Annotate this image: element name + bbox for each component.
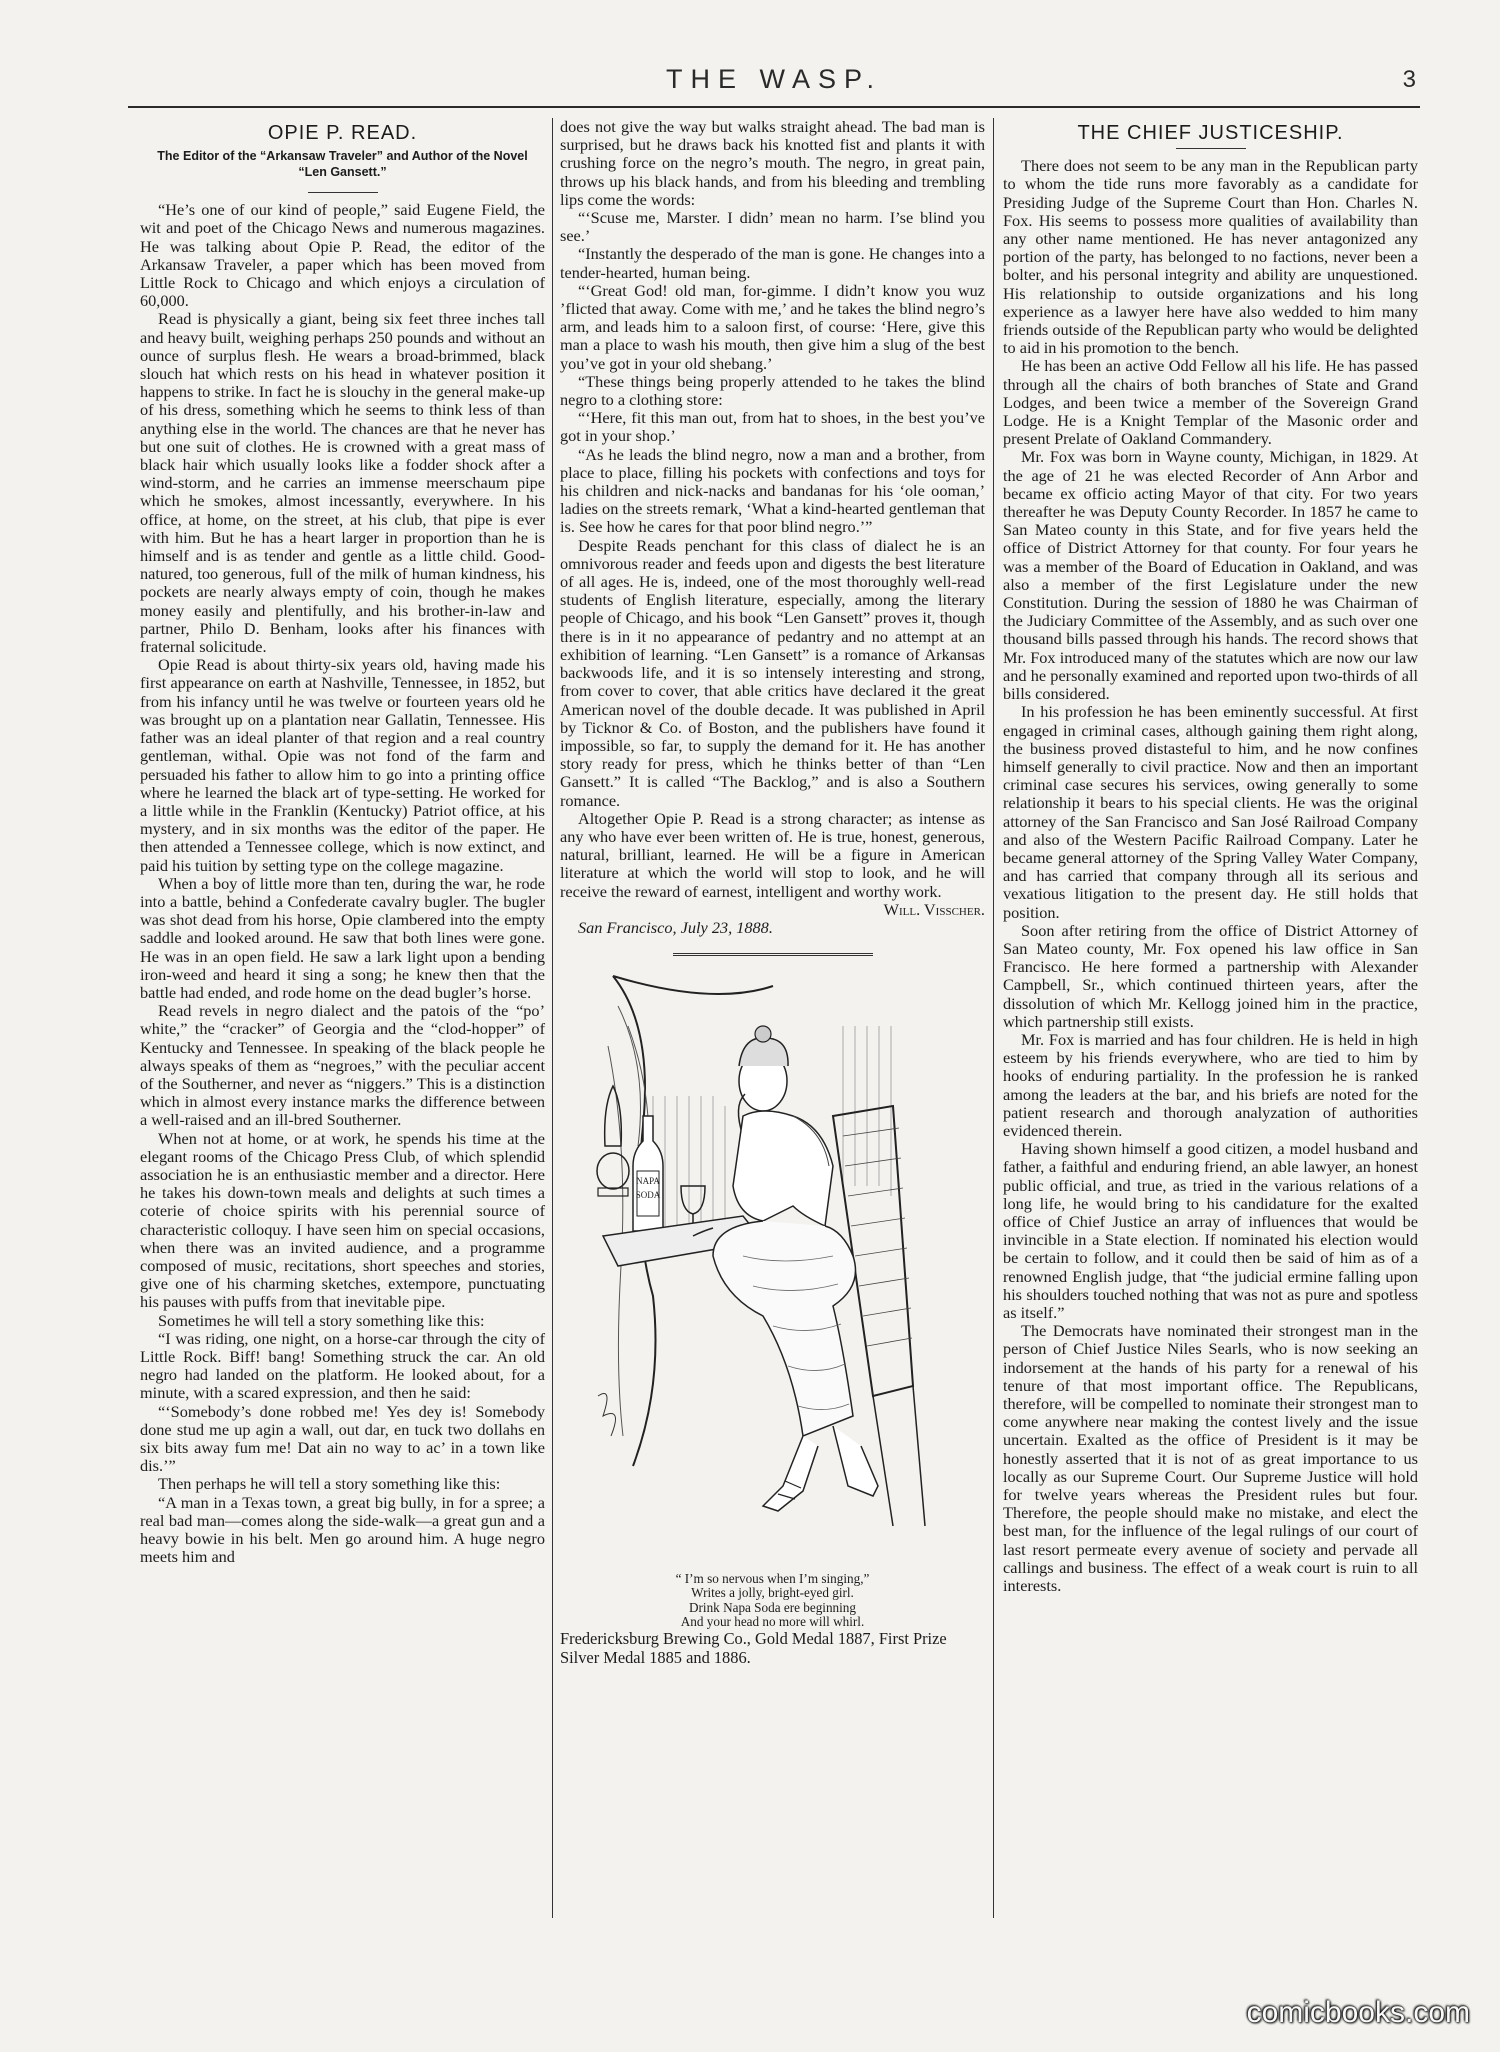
paragraph: Opie Read is about thirty-six years old, having made his first appearance on earth at Nashville, Tennessee, in 1852, but from his infancy until he was twelve or fourteen years old he was brought up on a plantation near Gallatin, Tennessee. His father was an ideal planter of that region and a real country gentleman, withal. Opie was not fond of the farm and persuaded his father to allow him to go into a printing office where he learned the black art of type-setting. He worked for a little while in the Franklin (Kentucky) Patriot office, at his mystery, and in six months was the editor of the paper. He then attended a Tennessee college, which is now extinct, and paid his tuition by setting type on the college magazine. [140, 655, 545, 875]
paragraph: Soon after retiring from the office of District Attorney of San Mateo county, Mr. Fox opened his law office in San Francisco. He here formed a partnership with Alexander Campbell, Sr., which continued thirteen years, after the dissolution of which Mr. Kellogg joined him in the practice, which partnership still exists. [1003, 920, 1418, 1031]
page-number: 3 [1402, 66, 1416, 93]
paragraph: Read revels in negro dialect and the patois of the “po’ white,” the “cracker” of Georgia and the “clod-hopper” of Kentucky and Tennessee. In speaking of the black people he always speaks of them as “negroes,” with the peculiar accent of the Southerner, and never as “niggers.” This is a distinction which in almost every instance marks the difference between a well-raised and an ill-bred Southerner. [140, 1001, 545, 1130]
caption-line: Drink Napa Soda ere beginning [689, 1599, 856, 1615]
author-signature: Will. Visscher. [883, 899, 985, 919]
paragraph: “‘Here, fit this man out, from hat to shoes, in the best you’ve got in your shop.’ [560, 408, 985, 446]
column-1 [140, 118, 545, 1566]
newspaper-title: THE WASP. [665, 64, 883, 94]
paragraph: Sometimes he will tell a story something like this: [158, 1310, 485, 1330]
paragraph: “These things being properly attended to he takes the blind negro to a clothing store: [560, 371, 985, 410]
paragraph: Mr. Fox was born in Wayne county, Michigan, in 1829. At the age of 21 he was elected Recorder of Ann Arbor and became ex officio acting Mayor of that city. For two years thereafter he was Deputy County Recorder. In 1857 he came to San Mateo county in this State, and for five years held the office of District Attorney for that county. For four years he was a member of the Board of Education in Oakland, and was also a member of the first Legislature under the new Constitution. During the session of 1880 he was Chairman of the Judiciary Committee of the Assembly, and as such over one thousand bills passed through his hands. The record shows that Mr. Fox introduced many of the statutes which are now our law and he personally examined and reported upon two-thirds of all bills considered. [1003, 447, 1418, 704]
napa-soda-illustration [593, 966, 953, 1566]
paragraph: Having shown himself a good citizen, a model husband and father, a faithful and enduring friend, an able lawyer, an honest public official, and true, as tried in the various relations of a long life, he would bring to his candidature for the exalted office of Chief Justice an array of influences that would be invincible in a State election. If nominated his election would be certain to follow, and it could then be said of him as of a renowned English judge, that “the judicial ermine falling upon his shoulders touched nothing that was not as pure and spotless as itself.” [1003, 1139, 1418, 1322]
paragraph: There does not seem to be any man in the Republican party to whom the tide runs more favorably as a candidate for Presiding Judge of the Supreme Court than Hon. Charles N. Fox. His seems to possess more qualities of availability than any other name mentioned. He has never antagonized any portion of the party, has belonged to no factions, never been a bolter, and his personal integrity and ability are unquestioned. His relationship to outside organizations and his long experience as a lawyer here have also wedded to him many friends outside of the Republican party who would be delighted to aid in his promotion to the bench. [1003, 156, 1418, 358]
article-deck: The Editor of the “Arkansaw Traveler” and Author of the Novel “Len Gansett.” [157, 149, 528, 180]
paragraph: “Instantly the desperado of the man is gone. He changes into a tender-hearted, human being. [560, 244, 985, 282]
masthead [128, 58, 1420, 118]
paragraph: When a boy of little more than ten, during the war, he rode into a battle, behind a Confederate cavalry bugler. The bugler was shot dead from his horse, Opie clambered into the empty saddle and looked around. He saw that both lines were gone. He was in an open field. He saw a lark light upon a bending iron-weed and heard it sing a song; he knew then that the battle had ended, and rode home on the dead bugler’s horse. [140, 873, 545, 1002]
paragraph: Mr. Fox is married and has four children. He is held in high esteem by his friends everywhere, who are tied to him by hooks of enduring partiality. In the profession he is ranked among the leaders at the bar, and his briefs are noted for the patient research and thorough analyzation of authorities evidenced therein. [1003, 1029, 1418, 1140]
paragraph: “‘Great God! old man, for-gimme. I didn’t know you wuz ’flicted that away. Come with me,’ and he takes the blind negro’s arm, and leads him to a saloon first, of course: ‘Here, give this man a place to wash his mouth, then give him a slug of the best you’ve got in your old shebang.’ [560, 280, 985, 373]
bottle-label-line-2: SODA [635, 1190, 660, 1201]
paragraph: He has been an active Odd Fellow all his life. He has passed through all the chairs of both branches of State and Grand Lodges, and been twice a member of the Sovereign Grand Lodge. He is a Knight Templar of the Masonic order and present Prelate of Oakland Commandery. [1003, 356, 1418, 449]
column-divider-1 [552, 118, 553, 1918]
paragraph: “‘Somebody’s done robbed me! Yes dey is! Somebody done stud me up agin a wall, out dar, en tuck two dollahs en six bits away fum me! Dat ain no way to ac’ in a town like dis.’” [140, 1401, 545, 1476]
caption-line: “ I’m so nervous when I’m singing,” [675, 1571, 870, 1587]
paragraph: “‘Scuse me, Marster. I didn’ mean no harm. I’se blind you see.’ [560, 208, 985, 246]
paragraph: Then perhaps he will tell a story something like this: [158, 1474, 501, 1494]
dateline: San Francisco, July 23, 1888. [578, 917, 773, 937]
column-2 [560, 118, 985, 1667]
article-headline-opie-read: OPIE P. READ. [267, 122, 418, 144]
bottle-label-line-1: NAPA [635, 1176, 660, 1187]
paragraph: Despite Reads penchant for this class of dialect he is an omnivorous reader and feeds upon and digests the best literature of all ages. He is, indeed, one of the most thoroughly well-read students of English literature, especially, among the literary people of Chicago, and his book “Len Gansett” proves it, though there is in it no appearance of pedantry and no attempt at an exhibition of learning. “Len Gansett” is a romance of Arkansas backwoods life, and it is so intensely interesting and strong, from cover to cover, that able critics have declared it the great American novel of the double decade. It was published in April by Ticknor & Co. of Boston, and the publishers have found it impossible, so far, to supply the demand for it. He has another story ready for press, which he thinks better of than “Len Gansett.” It is called “The Backlog,” and is also a Southern romance. [560, 535, 985, 810]
brewing-company-ad: Fredericksburg Brewing Co., Gold Medal 1887, First Prize Silver Medal 1885 and 1886. [560, 1628, 947, 1667]
site-watermark: comicbooks.com [1246, 1996, 1470, 2029]
headline-rule [308, 192, 378, 193]
paragraph: “A man in a Texas town, a great big bully, in for a spree; a real bad man—comes along the side-walk—a great gun and a heavy bowie in his belt. Men go around him. A huge negro meets him and [140, 1492, 545, 1567]
headline-rule [1176, 148, 1246, 149]
column-3 [1003, 118, 1418, 1595]
caption-line: Writes a jolly, bright-eyed girl. [691, 1585, 854, 1601]
masthead-rule [128, 106, 1420, 108]
paragraph: “He’s one of our kind of people,” said Eugene Field, the wit and poet of the Chicago News and numerous magazines. He was talking about Opie P. Read, the editor of the Arkansaw Traveler, a paper which has been moved from Little Rock to Chicago and which enjoys a circulation of 60,000. [140, 200, 545, 311]
caption-line: And your head no more will whirl. [680, 1613, 865, 1629]
paragraph: In his profession he has been eminently successful. At first engaged in criminal cases, although gaining them right along, the business proved distasteful to him, and he now confines himself generally to civil practice. Now and then an important criminal case secures his services, owing generally to some relationship it bears to his special clients. He was the original attorney of the San Francisco and San José Railroad Company and also of the Western Pacific Railroad Company. Later he became general attorney of the Spring Valley Water Company, and has carried that company through all its serious and vexatious litigation to the present day. He still holds that position. [1003, 702, 1418, 922]
signature-line [560, 901, 985, 919]
paragraph: does not give the way but walks straight ahead. The bad man is surprised, but he draws back his knotted fist and plants it with crushing force on the negro’s mouth. The negro, in great pain, throws up his black hands, and from his bleeding and trembling lips come the words: [560, 117, 985, 209]
paragraph: Read is physically a giant, being six feet three inches tall and heavy built, weighing perhaps 250 pounds and without an ounce of surplus flesh. He wears a broad-brimmed, black slouch hat which rests on his head in whatever position it happens to strike. In fact he is slouchy in the general make-up of his dress, something which he seems to think less of than anything else in the world. The chances are that he never has but one suit of clothes. He is crowned with a great mass of black hair which usually looks like a fodder shock after a wind-storm, and he carries an immense meerschaum pipe which he smokes, almost incessantly, everywhere. In his office, at home, on the street, at his club, that pipe is ever with him. But he has a heart larger in proportion than he is himself and is as tender and gentle as a little child. Good-natured, too generous, full of the milk of human kindness, his pockets are nearly always empty of coin, though he makes money easily and plentifully, and his brother-in-law and partner, Philo D. Benham, looks after his finances with fraternal solicitude. [140, 309, 545, 657]
ad-caption [623, 1572, 923, 1629]
column-divider-2 [993, 118, 994, 1918]
paragraph: “I was riding, one night, on a horse-car through the city of Little Rock. Biff! bang! Something struck the car. An old negro had landed on the platform. He looked about, for a minute, with a scared expression, and then he said: [140, 1328, 545, 1403]
paragraph: When not at home, or at work, he spends his time at the elegant rooms of the Chicago Press Club, of which splendid association he is an enthusiastic member and a director. Here he takes his down-town meals and delights at such times a coterie of choice spirits with his perennial source of characteristic colloquy. I have seen him on special occasions, when there was an invited audience, and a programme composed of music, recitations, short speeches and stories, give one of his charming sketches, extempore, punctuating his pauses with puffs from that inevitable pipe. [140, 1128, 545, 1312]
section-divider [673, 953, 873, 956]
paragraph: “As he leads the blind negro, now a man and a brother, from place to place, filling his pockets with confections and toys for his children and nick-nacks and bandanas for his ‘ole ooman,’ ladies on the streets remark, ‘What a kind-hearted gentleman that is. See how he cares for that poor blind negro.’” [560, 444, 985, 537]
article-headline-chief-justiceship: THE CHIEF JUSTICESHIP. [1077, 122, 1344, 144]
paragraph: Altogether Opie P. Read is a strong character; as intense as any who have ever been written of. He is true, honest, generous, natural, brilliant, learned. He will be a figure in American literature at which the world will stop to look, and he will receive the reward of earnest, intelligent and worthy work. [560, 808, 985, 901]
paragraph: The Democrats have nominated their strongest man in the person of Chief Justice Niles Searls, who is now seeking an indorsement at the hands of his party for a renewal of his tenure of that most important office. The Republicans, therefore, will be compelled to nominate their strongest man to come anywhere near making the contest lively and the issue uncertain. Exalted as the office of President is it may be honestly asserted that it is not of as great importance to us locally as our Supreme Court. Our Supreme Justice will hold for twelve years whereas the President rules but four. Therefore, the people should make no mistake, and elect the best man, for the influence of the legal rulings of our court of last resort permeate every avenue of society and pervade all callings and business. The effect of a weak court is ruin to all interests. [1003, 1321, 1418, 1596]
